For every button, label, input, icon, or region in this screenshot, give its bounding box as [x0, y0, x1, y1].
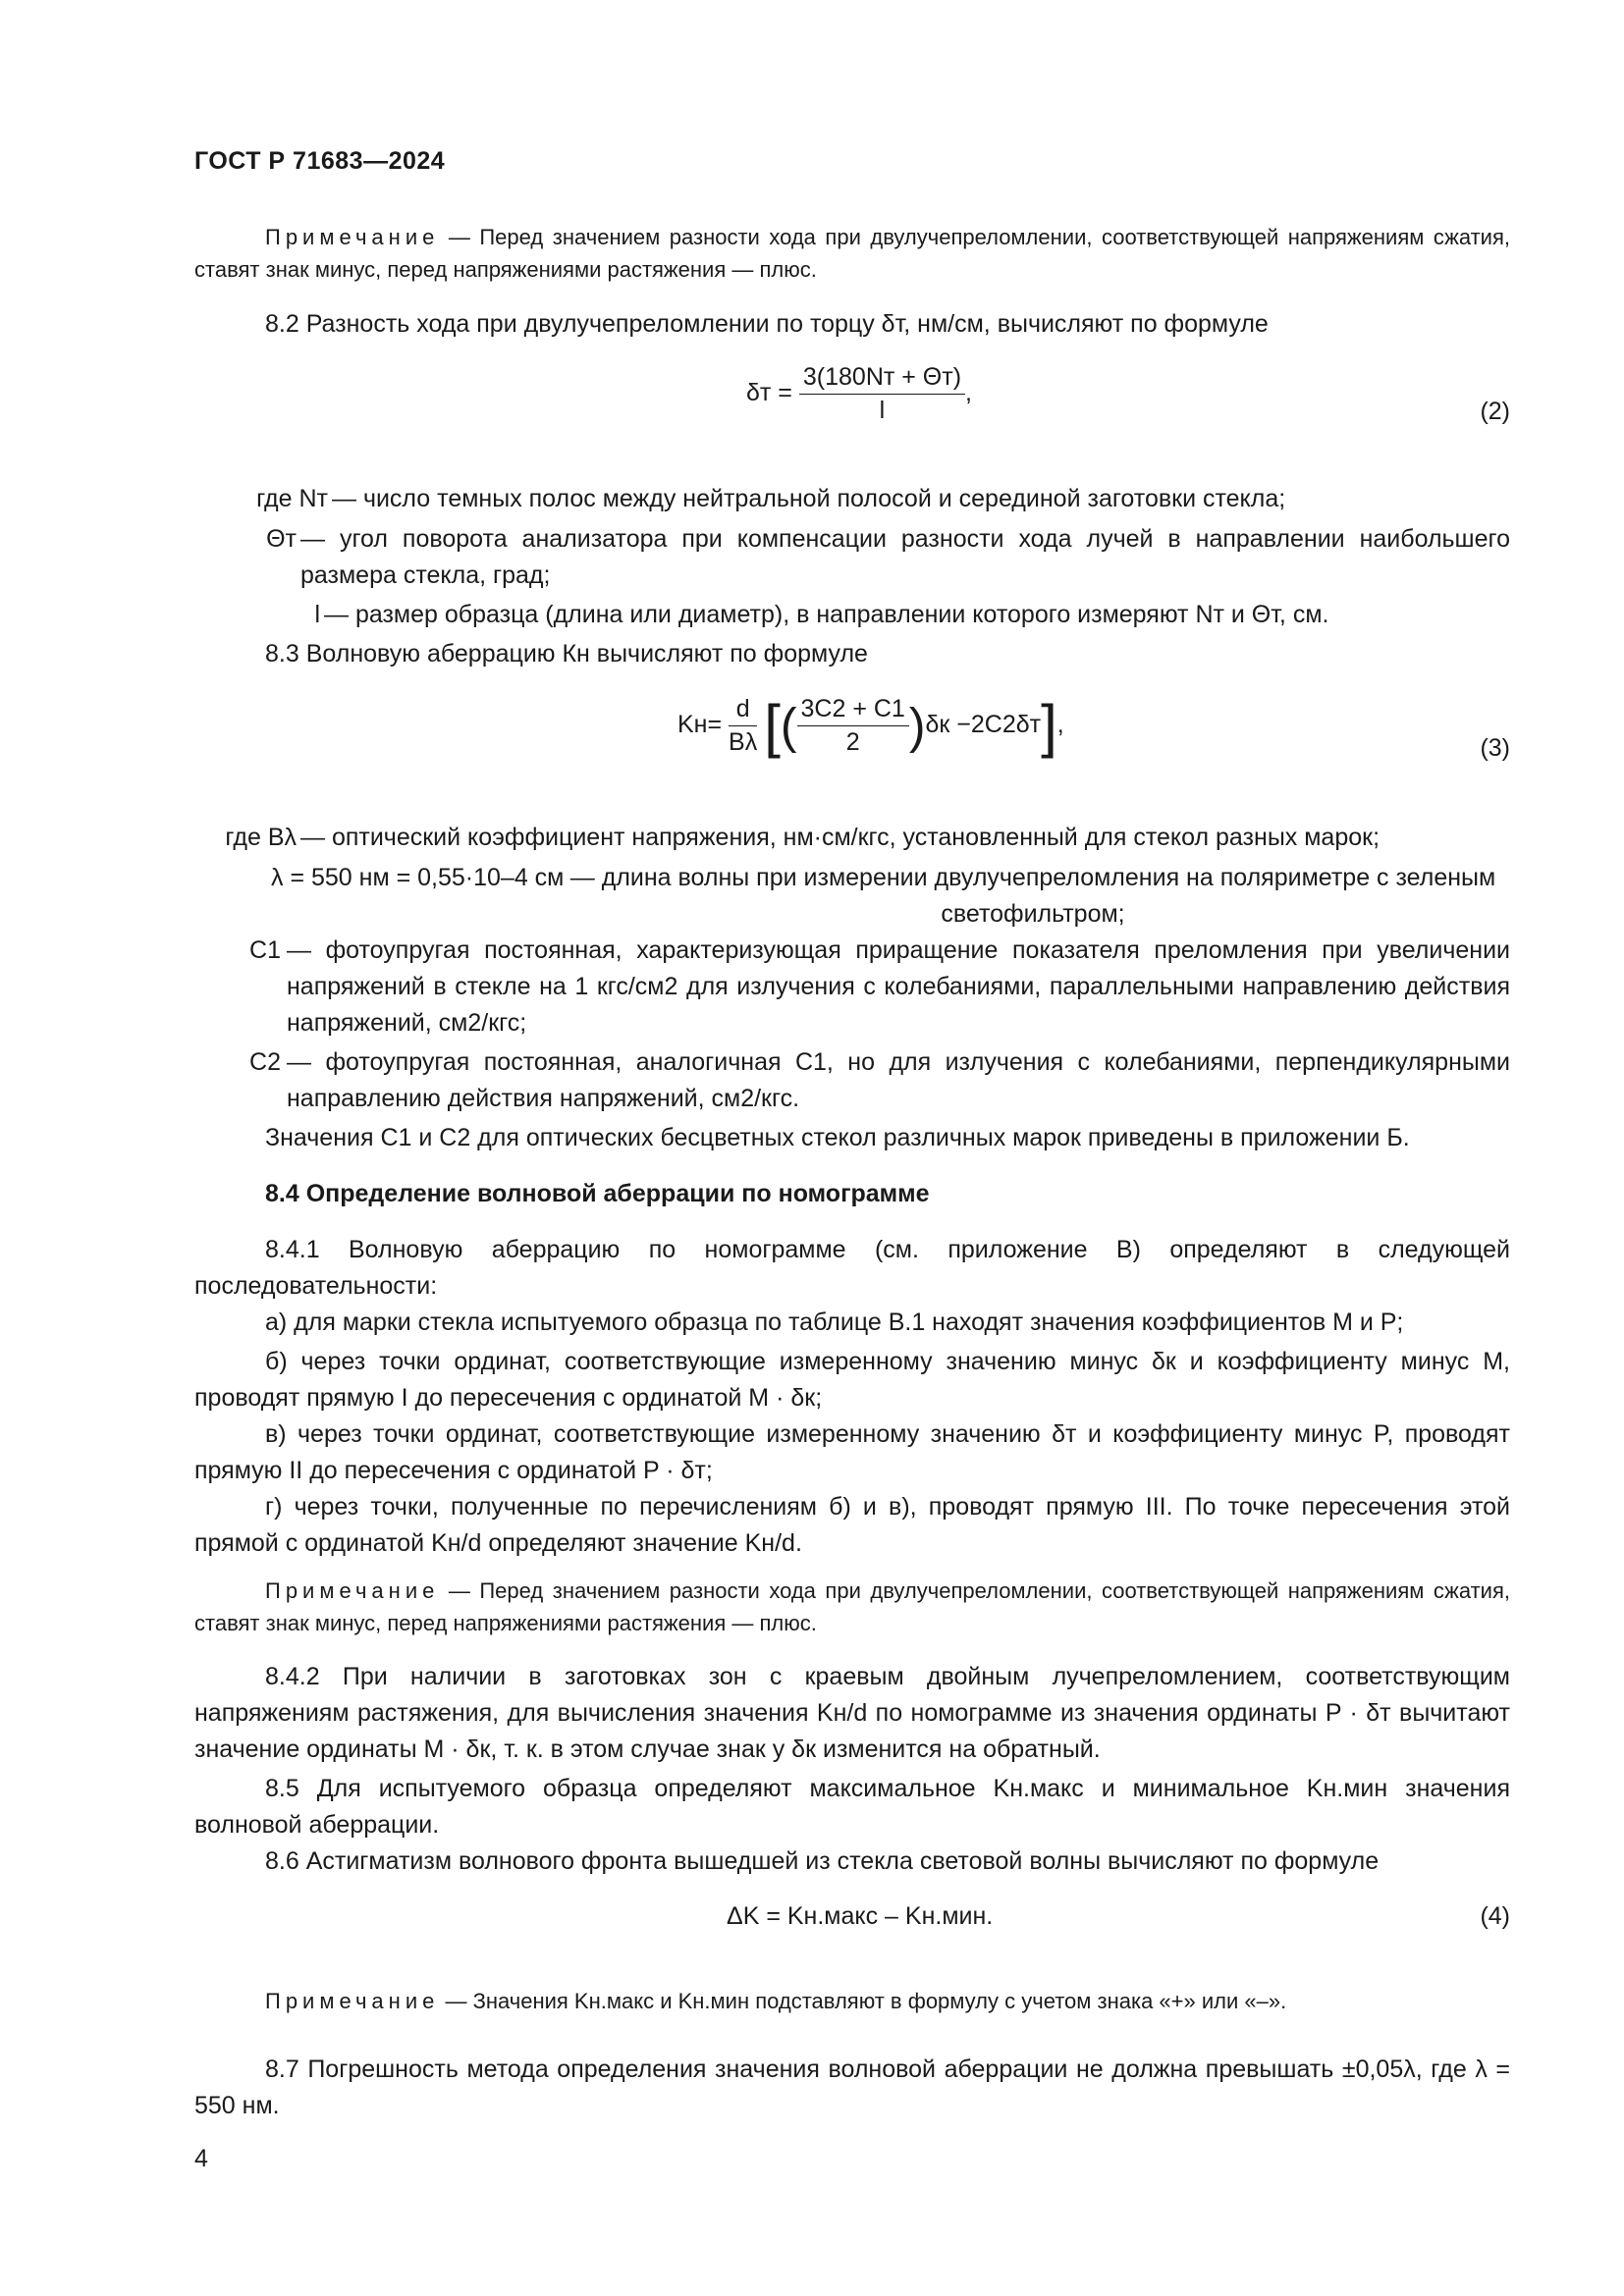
equation-3-number: (3) — [1480, 734, 1510, 762]
list-item: г) через точки, полученные по перечислениям б) и в), проводят прямую III. По точке пересечения этой прямой с ординатой Kн/d определяют значение Kн/d. — [194, 1493, 1510, 1557]
definition-term: λ = 550 нм = 0,55·10–4 см — [271, 864, 565, 891]
equation-3-tail: δк −2C2δт — [925, 711, 1042, 739]
equation-3-d: d — [729, 695, 757, 726]
note-2-text: — Перед значением разности хода при двулучепреломлении, соответствующей напряжениям сжатия, ставят знак минус, перед напряжениями растяжения — плюс. — [194, 1578, 1510, 1635]
definition-term: C1 — [249, 936, 281, 964]
note-3-label: Примечание — [265, 1989, 440, 2013]
definition-term: где Nт — [256, 485, 328, 512]
definition-term: C2 — [249, 1048, 281, 1076]
paragraph-8-2: 8.2 Разность хода при двулучепреломлении по торцу δт, нм/см, вычисляют по формуле — [265, 310, 1269, 338]
definition-text: — размер образца (длина или диаметр), в направлении которого измеряют Nт и Θт, см. — [324, 601, 1329, 628]
definition-text: — фотоупругая постоянная, характеризующая приращение показателя преломления при увеличении напряжений в стекле на 1 кгс/см2 для излучения с колебаниями, параллельными направлению действия напряжений, см2/кгс; — [287, 936, 1510, 1037]
equation-2-tail: , — [965, 379, 972, 407]
equation-3-lhs: Kн= — [677, 711, 723, 739]
definition-term: Θт — [266, 525, 297, 553]
paragraph-8-4-2: 8.4.2 При наличии в заготовках зон с краевым двойным лучепреломлением, соответствующим напряжениям растяжения, для вычисления значения Kн/d по номограмме из значения ординаты P · δт вычитают значение ординаты M · δк, т. к. в этом случае знак у δк изменится на обратный. — [194, 1663, 1510, 1763]
note-2-label: Примечание — [265, 1578, 440, 1603]
list-item: б) через точки ординат, соответствующие измеренному значению минус δк и коэффициенту минус M, проводят прямую I до пересечения с ординатой M · δк; — [194, 1348, 1510, 1412]
equation-2-fraction — [799, 363, 965, 425]
paragraph-8-6: 8.6 Астигматизм волнового фронта вышедшей из стекла световой волны вычисляют по формуле — [265, 1847, 1380, 1875]
paragraph-8-5: 8.5 Для испытуемого образца определяют максимальное Kн.макс и минимальное Kн.мин значения волновой аберрации. — [194, 1775, 1510, 1839]
list-item: а) для марки стекла испытуемого образца по таблице В.1 находят значения коэффициентов M и P; — [265, 1308, 1404, 1336]
values-note-line: Значения C1 и C2 для оптических бесцветных стекол различных марок приведены в приложении Б. — [265, 1124, 1410, 1151]
note-1-label: Примечание — [265, 225, 440, 249]
equation-3 — [677, 692, 1064, 760]
equation-3-inner-numerator: 3C2 + C1 — [797, 695, 909, 726]
equation-3-end: , — [1056, 711, 1064, 739]
equation-2 — [746, 363, 972, 425]
equation-3-inner-fraction — [797, 695, 909, 757]
equation-3-left-paren: ( — [780, 698, 797, 754]
equation-4-number: (4) — [1480, 1902, 1510, 1930]
page-number: 4 — [194, 2145, 208, 2172]
equation-2-numerator: 3(180Nт + Θт) — [799, 363, 965, 395]
definition-text: — длина волны при измерении двулучепреломления на поляриметре с зеленым светофильтром; — [569, 864, 1496, 928]
definition-text: — оптический коэффициент напряжения, нм·см/кгс, установленный для стекол разных марок; — [300, 824, 1380, 851]
note-2 — [194, 1575, 1510, 1639]
paragraph-8-7: 8.7 Погрешность метода определения значения волновой аберрации не должна превышать ±0,05λ, где λ = 550 нм. — [194, 2056, 1510, 2119]
note-3 — [194, 1985, 1510, 2017]
definition-term: l — [314, 601, 320, 628]
paragraph-8-4-1: 8.4.1 Волновую аберрацию по номограмме (см. приложение В) определяют в следующей последовательности: — [194, 1236, 1510, 1300]
equation-3-outer-fraction — [729, 695, 757, 757]
equation-3-b-lambda: Bλ — [729, 728, 758, 756]
definition-text: — число темных полос между нейтральной полосой и серединой заготовки стекла; — [332, 485, 1286, 512]
equation-4: ΔK = Kн.макс – Kн.мин. — [727, 1902, 994, 1930]
definition-text: — угол поворота анализатора при компенсации разности хода лучей в направлении наибольшего размера стекла, град; — [300, 525, 1510, 589]
equation-3-right-bracket: ] — [1041, 693, 1057, 759]
note-1 — [194, 221, 1510, 286]
definition-text: — фотоупругая постоянная, аналогичная C1, но для излучения с колебаниями, перпендикулярными направлению действия напряжений, см2/кгс. — [287, 1048, 1510, 1112]
equation-3-inner-denominator: 2 — [845, 728, 860, 756]
paragraph-8-3: 8.3 Волновую аберрацию Кн вычисляют по формуле — [265, 640, 868, 667]
equation-3-left-bracket: [ — [764, 693, 781, 759]
equation-2-lhs: δт = — [746, 379, 792, 407]
equation-2-denominator: l — [879, 397, 886, 424]
section-8-4-title: 8.4 Определение волновой аберрации по номограмме — [265, 1180, 930, 1207]
document-header: ГОСТ Р 71683—2024 — [194, 147, 446, 175]
definition-term: где Bλ — [225, 824, 297, 851]
note-1-text: — Перед значением разности хода при двулучепреломлении, соответствующей напряжениям сжатия, ставят знак минус, перед напряжениями растяжения — плюс. — [194, 225, 1510, 282]
equation-3-right-paren: ) — [908, 698, 926, 754]
equation-2-number: (2) — [1480, 398, 1510, 425]
list-item: в) через точки ординат, соответствующие измеренному значению δт и коэффициенту минус P, проводят прямую II до пересечения с ординатой P · δт; — [194, 1420, 1510, 1484]
note-3-text: — Значения Kн.макс и Kн.мин подставляют в формулу с учетом знака «+» или «–». — [439, 1989, 1287, 2013]
